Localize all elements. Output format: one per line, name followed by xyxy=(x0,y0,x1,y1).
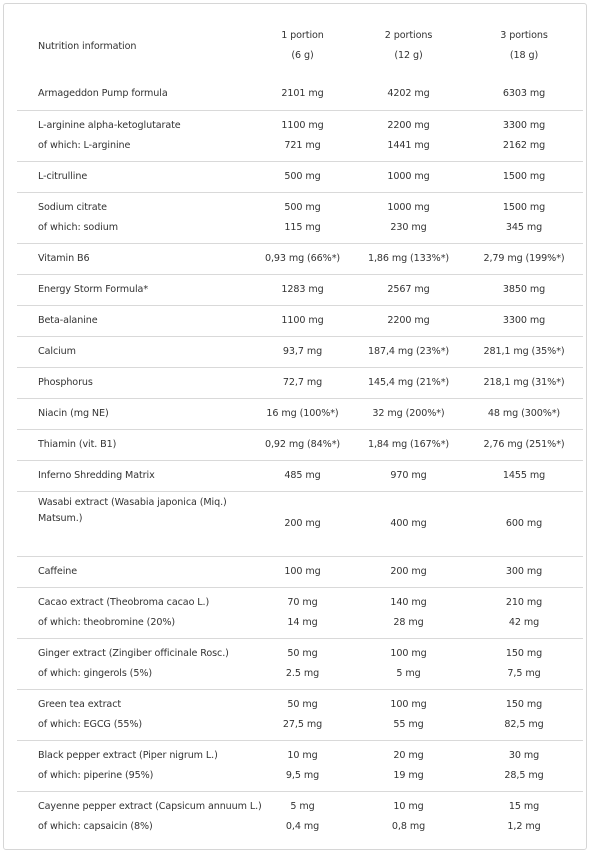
nutrient-subname: of which: sodium xyxy=(38,221,118,233)
nutrient-value: 400 mg xyxy=(390,517,427,529)
value-cell-portion-1 xyxy=(253,587,352,638)
value-cell-portion-1 xyxy=(253,243,352,274)
value-cell-portion-1 xyxy=(253,110,352,161)
nutrient-value: 600 mg xyxy=(505,517,543,529)
nutrient-subvalue: 7,5 mg xyxy=(507,667,541,679)
table-row xyxy=(17,740,583,791)
row-label-cell xyxy=(17,79,253,110)
portion-weight: (6 g) xyxy=(291,50,314,61)
nutrient-value: 187,4 mg (23%*) xyxy=(367,345,450,357)
nutrient-name: Cacao extract (Theobroma cacao L.) xyxy=(38,596,210,608)
nutrient-value: 2200 mg xyxy=(387,314,430,326)
nutrient-name: Green tea extract xyxy=(38,698,122,710)
value-cell-portion-1 xyxy=(253,638,352,689)
value-cell-portion-3 xyxy=(465,161,583,192)
nutrient-value: 6303 mg xyxy=(502,88,546,100)
nutrient-value: 150 mg xyxy=(505,698,543,710)
row-label-cell xyxy=(17,367,253,398)
value-cell-portion-3 xyxy=(465,740,583,791)
nutrient-value: 2567 mg xyxy=(387,283,430,295)
nutrient-subname: of which: theobromine (20%) xyxy=(38,616,175,628)
value-cell-portion-2 xyxy=(352,367,465,398)
table-row xyxy=(17,587,583,638)
value-cell-portion-2 xyxy=(352,791,465,842)
nutrient-subvalue: 42 mg xyxy=(508,616,540,628)
nutrient-value: 2,79 mg (199%*) xyxy=(483,252,565,264)
nutrient-value: 1500 mg xyxy=(502,170,546,182)
nutrient-value: 48 mg (300%*) xyxy=(487,407,561,419)
value-cell-portion-3 xyxy=(465,638,583,689)
value-cell-portion-1 xyxy=(253,79,352,110)
value-cell-portion-1 xyxy=(253,336,352,367)
nutrient-value: 1000 mg xyxy=(387,201,430,213)
nutrient-name: Ginger extract (Zingiber officinale Rosc.) xyxy=(38,647,229,659)
portion-weight: (18 g) xyxy=(509,50,539,61)
nutrient-name: Armageddon Pump formula xyxy=(38,88,168,100)
nutrient-value: 200 mg xyxy=(390,565,427,577)
value-cell-portion-2 xyxy=(352,192,465,243)
nutrient-subvalue: 82,5 mg xyxy=(504,718,544,730)
table-header-row xyxy=(17,13,583,79)
nutrient-subvalue: 2162 mg xyxy=(502,139,546,151)
nutrient-value: 1,84 mg (167%*) xyxy=(367,438,450,450)
nutrient-value: 1283 mg xyxy=(281,283,324,295)
table-row xyxy=(17,192,583,243)
nutrient-subvalue: 0,8 mg xyxy=(391,820,426,832)
nutrient-value: 72,7 mg xyxy=(282,376,323,388)
nutrient-value: 140 mg xyxy=(390,596,427,608)
table-row xyxy=(17,336,583,367)
nutrient-subvalue: 2.5 mg xyxy=(285,667,320,679)
table-row xyxy=(17,161,583,192)
value-cell-portion-2 xyxy=(352,556,465,587)
nutrient-name: Calcium xyxy=(38,345,76,357)
row-label-cell xyxy=(17,429,253,460)
nutrient-subvalue: 55 mg xyxy=(393,718,424,730)
value-cell-portion-2 xyxy=(352,491,465,556)
row-label-cell xyxy=(17,161,253,192)
table-body xyxy=(17,79,583,842)
header-portion-1 xyxy=(253,13,352,79)
nutrient-value: 3300 mg xyxy=(502,314,546,326)
value-cell-portion-1 xyxy=(253,791,352,842)
value-cell-portion-1 xyxy=(253,161,352,192)
row-label-cell xyxy=(17,274,253,305)
nutrient-subname: of which: L-arginine xyxy=(38,139,131,151)
nutrient-value: 10 mg xyxy=(287,749,318,761)
header-portion-2 xyxy=(352,13,465,79)
nutrient-name: Sodium citrate xyxy=(38,201,107,213)
nutrient-subvalue: 1441 mg xyxy=(387,139,430,151)
nutrition-panel xyxy=(3,3,587,850)
portion-name: 2 portions xyxy=(384,30,433,41)
value-cell-portion-3 xyxy=(465,110,583,161)
nutrient-value: 0,93 mg (66%*) xyxy=(264,252,341,264)
nutrient-value: 1000 mg xyxy=(387,170,430,182)
nutrient-subvalue: 14 mg xyxy=(287,616,318,628)
value-cell-portion-2 xyxy=(352,336,465,367)
value-cell-portion-1 xyxy=(253,192,352,243)
nutrient-value: 1,86 mg (133%*) xyxy=(367,252,450,264)
nutrient-value: 2,76 mg (251%*) xyxy=(483,438,565,450)
nutrient-subvalue: 345 mg xyxy=(505,221,543,233)
nutrient-value: 500 mg xyxy=(284,201,321,213)
nutrient-value: 3850 mg xyxy=(502,283,546,295)
value-cell-portion-2 xyxy=(352,243,465,274)
header-label: Nutrition information xyxy=(38,40,137,52)
nutrient-value: 2200 mg xyxy=(387,119,430,131)
value-cell-portion-1 xyxy=(253,491,352,556)
table-row xyxy=(17,305,583,336)
row-label-cell xyxy=(17,336,253,367)
nutrient-name: Wasabi extract (Wasabia japonica (Miq.) Matsum.) xyxy=(38,496,227,524)
value-cell-portion-2 xyxy=(352,740,465,791)
value-cell-portion-2 xyxy=(352,587,465,638)
nutrient-subvalue: 1,2 mg xyxy=(507,820,541,832)
header-portion-3 xyxy=(465,13,583,79)
value-cell-portion-3 xyxy=(465,460,583,491)
row-label-cell xyxy=(17,587,253,638)
row-label-cell xyxy=(17,638,253,689)
value-cell-portion-3 xyxy=(465,429,583,460)
nutrient-value: 100 mg xyxy=(390,647,427,659)
table-row xyxy=(17,110,583,161)
nutrient-name: L-citrulline xyxy=(38,170,88,182)
value-cell-portion-1 xyxy=(253,556,352,587)
nutrient-value: 3300 mg xyxy=(502,119,546,131)
value-cell-portion-2 xyxy=(352,460,465,491)
nutrient-subvalue: 0,4 mg xyxy=(285,820,320,832)
nutrient-value: 500 mg xyxy=(284,170,321,182)
nutrient-value: 70 mg xyxy=(287,596,318,608)
value-cell-portion-1 xyxy=(253,429,352,460)
table-row xyxy=(17,243,583,274)
value-cell-portion-3 xyxy=(465,274,583,305)
nutrient-value: 150 mg xyxy=(505,647,543,659)
nutrient-subname: of which: piperine (95%) xyxy=(38,769,154,781)
value-cell-portion-2 xyxy=(352,429,465,460)
nutrient-value: 970 mg xyxy=(390,469,427,481)
value-cell-portion-3 xyxy=(465,791,583,842)
value-cell-portion-3 xyxy=(465,556,583,587)
nutrient-value: 218,1 mg (31%*) xyxy=(483,376,565,388)
nutrient-value: 300 mg xyxy=(505,565,543,577)
value-cell-portion-3 xyxy=(465,336,583,367)
nutrient-subname: of which: capsaicin (8%) xyxy=(38,820,153,832)
portion-name: 3 portions xyxy=(500,30,548,41)
table-row xyxy=(17,79,583,110)
nutrient-value: 30 mg xyxy=(508,749,540,761)
nutrient-value: 100 mg xyxy=(284,565,321,577)
row-label-cell xyxy=(17,305,253,336)
nutrient-value: 4202 mg xyxy=(387,88,430,100)
nutrient-value: 485 mg xyxy=(284,469,321,481)
nutrient-value: 93,7 mg xyxy=(282,345,323,357)
nutrient-subvalue: 9,5 mg xyxy=(285,769,320,781)
value-cell-portion-3 xyxy=(465,491,583,556)
value-cell-portion-2 xyxy=(352,161,465,192)
value-cell-portion-3 xyxy=(465,398,583,429)
nutrient-value: 5 mg xyxy=(290,800,315,812)
nutrient-subvalue: 19 mg xyxy=(393,769,424,781)
value-cell-portion-1 xyxy=(253,689,352,740)
nutrient-value: 1100 mg xyxy=(281,314,324,326)
row-label-cell xyxy=(17,740,253,791)
nutrient-value: 20 mg xyxy=(393,749,424,761)
value-cell-portion-2 xyxy=(352,689,465,740)
value-cell-portion-2 xyxy=(352,110,465,161)
table-row xyxy=(17,556,583,587)
value-cell-portion-3 xyxy=(465,587,583,638)
value-cell-portion-3 xyxy=(465,243,583,274)
table-row xyxy=(17,274,583,305)
nutrient-name: Niacin (mg NE) xyxy=(38,407,109,419)
nutrient-name: Inferno Shredding Matrix xyxy=(38,469,155,481)
nutrient-value: 1100 mg xyxy=(281,119,324,131)
value-cell-portion-3 xyxy=(465,689,583,740)
value-cell-portion-1 xyxy=(253,305,352,336)
row-label-cell xyxy=(17,689,253,740)
nutrient-name: Vitamin B6 xyxy=(38,252,90,264)
nutrient-subvalue: 230 mg xyxy=(390,221,427,233)
nutrient-value: 210 mg xyxy=(505,596,543,608)
nutrition-table xyxy=(17,13,583,842)
value-cell-portion-1 xyxy=(253,740,352,791)
row-label-cell xyxy=(17,110,253,161)
nutrient-value: 281,1 mg (35%*) xyxy=(483,345,565,357)
value-cell-portion-2 xyxy=(352,638,465,689)
portion-weight: (12 g) xyxy=(394,50,423,61)
nutrient-subname: of which: EGCG (55%) xyxy=(38,718,143,730)
value-cell-portion-2 xyxy=(352,398,465,429)
nutrient-subvalue: 28 mg xyxy=(393,616,424,628)
value-cell-portion-1 xyxy=(253,460,352,491)
table-row xyxy=(17,638,583,689)
nutrient-name: Black pepper extract (Piper nigrum L.) xyxy=(38,749,218,761)
nutrient-value: 16 mg (100%*) xyxy=(266,407,339,419)
nutrient-value: 10 mg xyxy=(393,800,424,812)
nutrient-subname: of which: gingerols (5%) xyxy=(38,667,152,679)
table-row xyxy=(17,460,583,491)
row-label-cell xyxy=(17,398,253,429)
nutrient-name: Beta-alanine xyxy=(38,314,98,326)
nutrient-name: L-arginine alpha-ketoglutarate xyxy=(38,119,181,131)
value-cell-portion-3 xyxy=(465,192,583,243)
row-label-cell xyxy=(17,491,253,556)
nutrient-subvalue: 115 mg xyxy=(284,221,321,233)
nutrient-subvalue: 28,5 mg xyxy=(504,769,544,781)
nutrient-value: 200 mg xyxy=(284,517,321,529)
value-cell-portion-1 xyxy=(253,274,352,305)
nutrient-value: 50 mg xyxy=(287,647,318,659)
value-cell-portion-3 xyxy=(465,79,583,110)
nutrient-value: 15 mg xyxy=(508,800,540,812)
table-row xyxy=(17,689,583,740)
value-cell-portion-3 xyxy=(465,305,583,336)
table-row xyxy=(17,429,583,460)
row-label-cell xyxy=(17,556,253,587)
nutrient-value: 2101 mg xyxy=(281,88,324,100)
value-cell-portion-1 xyxy=(253,367,352,398)
portion-name: 1 portion xyxy=(281,30,324,41)
nutrient-value: 1500 mg xyxy=(502,201,546,213)
nutrient-name: Thiamin (vit. B1) xyxy=(38,438,117,450)
nutrient-name: Cayenne pepper extract (Capsicum annuum L.) xyxy=(38,800,262,812)
table-row xyxy=(17,398,583,429)
row-label-cell xyxy=(17,460,253,491)
value-cell-portion-2 xyxy=(352,79,465,110)
nutrient-name: Phosphorus xyxy=(38,376,93,388)
nutrient-name: Energy Storm Formula* xyxy=(38,283,149,295)
table-row xyxy=(17,491,583,556)
nutrient-value: 0,92 mg (84%*) xyxy=(264,438,341,450)
row-label-cell xyxy=(17,791,262,842)
value-cell-portion-2 xyxy=(352,305,465,336)
row-label-cell xyxy=(17,192,253,243)
nutrient-value: 100 mg xyxy=(390,698,427,710)
nutrient-subvalue: 5 mg xyxy=(396,667,421,679)
row-label-cell xyxy=(17,243,253,274)
nutrient-subvalue: 27,5 mg xyxy=(282,718,323,730)
nutrient-subvalue: 721 mg xyxy=(284,139,321,151)
nutrient-value: 145,4 mg (21%*) xyxy=(367,376,450,388)
value-cell-portion-1 xyxy=(253,398,352,429)
nutrient-value: 50 mg xyxy=(287,698,318,710)
nutrient-value: 32 mg (200%*) xyxy=(372,407,445,419)
value-cell-portion-2 xyxy=(352,274,465,305)
table-row xyxy=(17,367,583,398)
table-row xyxy=(17,791,583,842)
nutrient-name: Caffeine xyxy=(38,565,78,577)
nutrient-value: 1455 mg xyxy=(502,469,546,481)
value-cell-portion-3 xyxy=(465,367,583,398)
